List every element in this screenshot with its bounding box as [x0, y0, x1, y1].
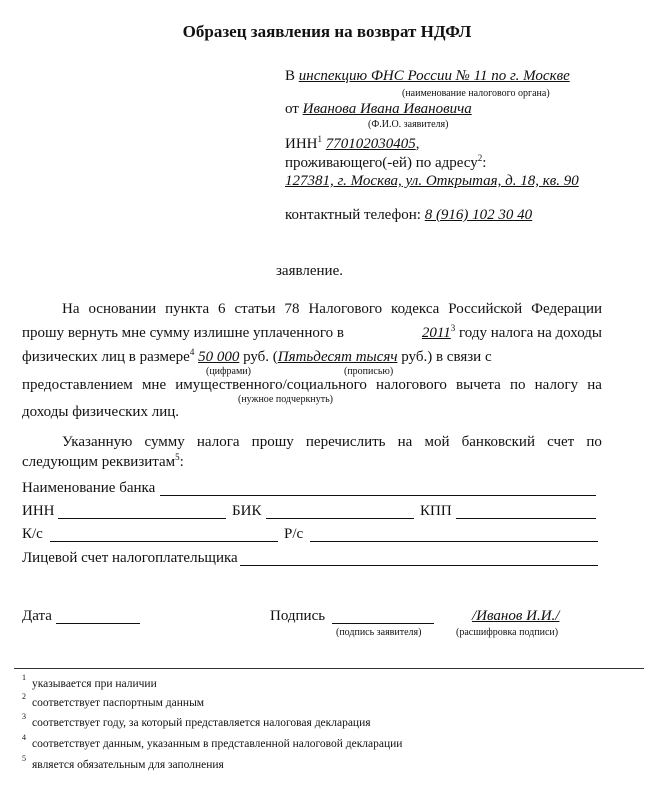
inn-req-field[interactable]: [58, 518, 226, 519]
footnote-4-num: 4: [22, 733, 26, 742]
account-label: Лицевой счет налогоплательщика: [22, 550, 238, 566]
footnote-4: [22, 733, 403, 750]
p1-l4-word: предоставлением: [22, 377, 133, 393]
applicant-value: Иванова Ивана Ивановича: [302, 101, 472, 117]
footnote-1: [22, 673, 157, 690]
phone-label: контактный телефон:: [285, 207, 421, 223]
kpp-field[interactable]: [456, 518, 596, 519]
p1-l4-word: мне: [141, 377, 167, 393]
p1-l1-word: На: [62, 301, 80, 317]
rub-text-2: руб.) в связи с: [401, 349, 492, 365]
p1-l1-word: 6: [218, 301, 226, 317]
p2-l1-word: по: [586, 434, 602, 450]
address-footnote-ref: 2: [477, 153, 483, 163]
p1-l1-word: пункта: [165, 301, 210, 317]
rs-field[interactable]: [310, 541, 598, 542]
footnote-2-text: соответствует паспортным данным: [32, 697, 205, 709]
recipient-line: [285, 68, 570, 85]
rub-text-1: руб. (: [243, 349, 278, 365]
inn-footnote-ref: 1: [317, 134, 322, 144]
p1-l4-word: налогового: [376, 377, 447, 393]
kpp-label: КПП: [420, 503, 452, 519]
footnote-1-num: 1: [22, 673, 26, 682]
p2-l1-word: на: [397, 434, 413, 450]
phone-value: 8 (916) 102 30 40: [424, 207, 533, 223]
p2-l1-word: мой: [424, 434, 450, 450]
footnote-1-text: указывается при наличии: [32, 678, 157, 690]
ks-label: К/с: [22, 526, 43, 542]
applicant-line: [285, 101, 472, 118]
date-label: Дата: [22, 608, 52, 624]
footnote-3: [22, 712, 371, 729]
sign-label: Подпись: [270, 608, 326, 624]
inn-line: [285, 136, 420, 153]
p2-l1-word: прошу: [251, 434, 294, 450]
address-colon: :: [482, 155, 487, 171]
paragraph1-line4: [22, 377, 602, 394]
footnote-5: [22, 754, 224, 771]
inn-comma: ,: [415, 136, 420, 152]
amount-digits-value: 50 000: [198, 349, 240, 365]
p1-l2-pre: прошу вернуть мне сумму излишне уплаченного в: [22, 325, 344, 341]
amount-words-value: Пятьдесят тысяч: [277, 349, 398, 365]
caption-words: (прописью): [344, 366, 394, 377]
p1-l4-word: вычета: [456, 377, 501, 393]
footnote-2-num: 2: [22, 692, 26, 701]
caption-digits: (цифрами): [206, 366, 251, 377]
footnote-5-text: является обязательным для заполнения: [32, 759, 224, 771]
paragraph1-line3: [22, 349, 492, 366]
p1-l4-word: по: [509, 377, 526, 393]
p1-l1-word: Налогового: [308, 301, 383, 317]
address-value: 127381, г. Москва, ул. Открытая, д. 18, кв. 90: [285, 173, 579, 189]
applicant-prefix: от: [285, 101, 299, 117]
paragraph1-line2: [22, 325, 602, 342]
p2-l1-word: банковский: [461, 434, 535, 450]
recipient-caption: (наименование налогового органа): [402, 88, 550, 99]
bik-field[interactable]: [266, 518, 414, 519]
p1-l1-word: Российской: [448, 301, 523, 317]
account-field[interactable]: [240, 565, 598, 566]
footnote-3-num: 3: [22, 712, 26, 721]
address-label-line: [285, 155, 486, 172]
decode-value: /Иванов И.И./: [472, 608, 560, 624]
applicant-caption: (Ф.И.О. заявителя): [368, 119, 449, 130]
paragraph2-line1: [62, 434, 602, 451]
phone-line: [285, 207, 532, 224]
footnote-2: [22, 692, 205, 709]
decode-caption: (расшифровка подписи): [456, 627, 559, 638]
footnote-4-text: соответствует данным, указанным в представленной налоговой декларации: [32, 738, 403, 750]
bik-label: БИК: [232, 503, 262, 519]
inn-label: ИНН: [285, 136, 318, 152]
bank-name-label: Наименование банка: [22, 480, 156, 496]
caption-underline: (нужное подчеркнуть): [238, 394, 333, 405]
inn-req-label: ИНН: [22, 503, 55, 519]
inn-value: 770102030405: [325, 136, 416, 152]
p2-l2-text: следующим реквизитам: [22, 454, 176, 470]
p2-l1-word: перечислить: [305, 434, 386, 450]
footnote-3-text: соответствует году, за который представляется налоговая декларация: [32, 717, 371, 729]
footnote-separator: [14, 668, 644, 669]
p1-l1-word: статьи: [234, 301, 276, 317]
p1-l1-word: Федерации: [531, 301, 602, 317]
address-label: проживающего(-ей) по адресу: [285, 155, 478, 171]
sign-field[interactable]: [332, 623, 434, 624]
p1-l2-post: году налога на доходы: [459, 325, 602, 341]
paragraph1-line5: доходы физических лиц.: [22, 404, 180, 420]
ks-field[interactable]: [50, 541, 278, 542]
recipient-value: инспекцию ФНС России № 11 по г. Москве: [298, 68, 570, 84]
requisites-footnote-ref: 5: [175, 452, 180, 462]
p2-l1-word: налога: [196, 434, 240, 450]
tax-year-value: 2011: [421, 325, 451, 341]
footnote-5-num: 5: [22, 754, 26, 763]
paragraph2-line2: [22, 454, 184, 471]
p1-l4-word: налогу: [534, 377, 579, 393]
p2-l1-word: счет: [547, 434, 575, 450]
date-field[interactable]: [56, 623, 140, 624]
p1-l1-word: основании: [88, 301, 157, 317]
document-title: Образец заявления на возврат НДФЛ: [182, 22, 472, 41]
p1-l1-word: 78: [284, 301, 300, 317]
year-footnote-ref: 3: [450, 323, 456, 333]
amount-footnote-ref: 4: [189, 347, 195, 357]
recipient-prefix: В: [285, 68, 296, 84]
sign-caption: (подпись заявителя): [336, 627, 422, 638]
p1-l1-word: кодекса: [391, 301, 440, 317]
p2-l1-word: сумму: [144, 434, 185, 450]
document-type: заявление.: [276, 263, 343, 279]
p1-l4-word: имущественного/социального: [175, 377, 367, 393]
bank-name-field[interactable]: [160, 495, 596, 496]
p1-l4-word: на: [587, 377, 602, 393]
rs-label: Р/с: [284, 526, 304, 542]
p2-l1-word: Указанную: [62, 434, 133, 450]
p2-colon: :: [179, 454, 184, 470]
p1-l3-pre: физических лиц в размере: [22, 349, 190, 365]
paragraph1-line1: [62, 301, 602, 318]
